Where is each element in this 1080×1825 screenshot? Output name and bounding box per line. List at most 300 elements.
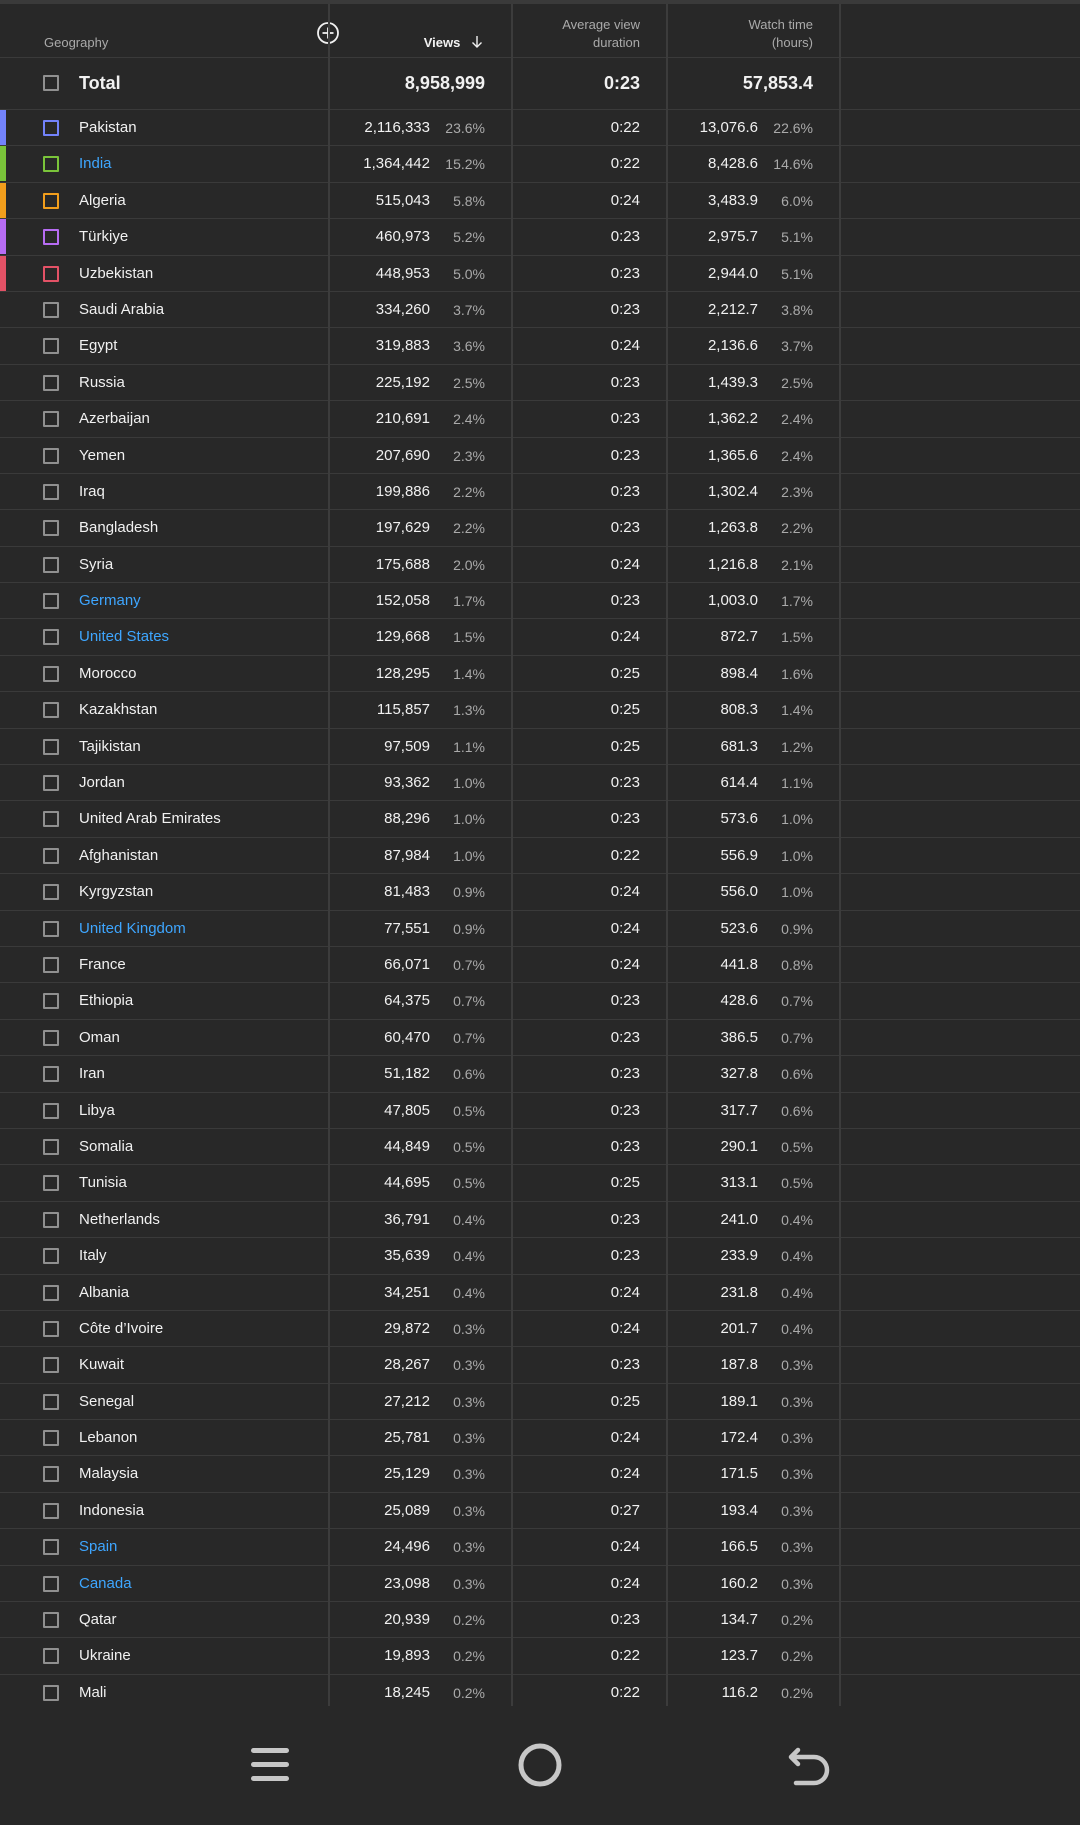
watch-time-percent: 0.2%: [781, 1612, 813, 1629]
row-checkbox[interactable]: [43, 1175, 59, 1191]
views-percent: 0.7%: [453, 956, 485, 973]
back-arrow-icon: [786, 1742, 834, 1788]
views-value: 128,295: [375, 664, 430, 682]
avg-duration-value: 0:22: [610, 155, 640, 173]
table-row[interactable]: [0, 838, 1080, 874]
views-value: 25,781: [384, 1429, 430, 1447]
views-value: 88,296: [384, 810, 430, 828]
row-checkbox[interactable]: [43, 1212, 59, 1228]
column-header-geography[interactable]: Geography: [44, 35, 109, 50]
total-views: 8,958,999: [404, 73, 485, 93]
row-checkbox[interactable]: [43, 1685, 59, 1701]
avg-duration-value: 0:23: [610, 482, 640, 500]
watch-time-percent: 0.6%: [781, 1066, 813, 1083]
row-checkbox[interactable]: [43, 520, 59, 536]
row-checkbox[interactable]: [43, 993, 59, 1009]
watch-time-value: 386.5: [720, 1028, 758, 1046]
total-row: [0, 58, 1080, 110]
watch-time-percent: 0.3%: [781, 1430, 813, 1447]
watch-time-percent: 2.4%: [781, 411, 813, 428]
table-row[interactable]: [0, 1275, 1080, 1311]
watch-time-value: 327.8: [720, 1065, 758, 1083]
watch-time-value: 3,483.9: [707, 191, 758, 209]
row-checkbox[interactable]: [43, 229, 59, 245]
views-percent: 0.3%: [453, 1430, 485, 1447]
table-row[interactable]: [0, 947, 1080, 983]
table-row[interactable]: [0, 1347, 1080, 1383]
watch-time-value: 290.1: [720, 1137, 758, 1155]
row-checkbox[interactable]: [43, 120, 59, 136]
country-name[interactable]: United Kingdom: [79, 919, 186, 937]
country-name: Oman: [79, 1028, 120, 1046]
watch-time-percent: 3.8%: [781, 301, 813, 318]
country-name: Malaysia: [79, 1465, 139, 1483]
watch-time-percent: 14.6%: [773, 156, 813, 173]
row-checkbox[interactable]: [43, 375, 59, 391]
views-percent: 1.0%: [453, 775, 485, 792]
table-row[interactable]: [0, 146, 1080, 182]
table-row[interactable]: [0, 874, 1080, 910]
views-percent: 2.2%: [453, 520, 485, 537]
avg-duration-value: 0:25: [610, 1392, 640, 1410]
country-name[interactable]: Germany: [79, 592, 141, 610]
series-color-bar: [0, 146, 6, 181]
country-name: Lebanon: [79, 1429, 138, 1447]
row-checkbox[interactable]: [43, 484, 59, 500]
table-row[interactable]: [0, 401, 1080, 437]
row-checkbox[interactable]: [43, 848, 59, 864]
avg-duration-value: 0:22: [610, 846, 640, 864]
avg-duration-value: 0:25: [610, 701, 640, 719]
views-value: 81,483: [384, 883, 430, 901]
back-button[interactable]: [786, 1742, 834, 1788]
avg-duration-value: 0:23: [610, 1356, 640, 1374]
country-name: Iran: [79, 1065, 105, 1083]
avg-duration-value: 0:25: [610, 1174, 640, 1192]
table-row[interactable]: [0, 1638, 1080, 1674]
watch-time-percent: 2.2%: [781, 520, 813, 537]
row-checkbox[interactable]: [43, 557, 59, 573]
views-value: 93,362: [384, 774, 430, 792]
row-checkbox[interactable]: [43, 156, 59, 172]
views-percent: 1.5%: [453, 629, 485, 646]
watch-time-value: 2,944.0: [707, 264, 758, 282]
column-header-watch-time[interactable]: [690, 16, 813, 52]
views-percent: 23.6%: [445, 120, 485, 136]
table-row[interactable]: [0, 1529, 1080, 1565]
avg-duration-value: 0:23: [610, 300, 640, 318]
views-percent: 3.7%: [453, 301, 485, 318]
views-value: 28,267: [384, 1356, 430, 1374]
row-checkbox[interactable]: [43, 666, 59, 682]
views-percent: 0.4%: [453, 1211, 485, 1228]
avg-duration-value: 0:23: [610, 992, 640, 1010]
table-row[interactable]: [0, 547, 1080, 583]
views-value: 87,984: [384, 846, 430, 864]
views-percent: 2.2%: [453, 483, 485, 500]
country-name: Italy: [79, 1247, 107, 1265]
watch-time-value: 189.1: [720, 1392, 758, 1410]
row-checkbox[interactable]: [43, 266, 59, 282]
watch-time-percent: 0.8%: [781, 956, 813, 973]
country-name[interactable]: India: [79, 155, 112, 173]
table-row[interactable]: [0, 328, 1080, 364]
country-name: Syria: [79, 555, 114, 573]
country-name: Albania: [79, 1283, 130, 1301]
views-percent: 0.2%: [453, 1612, 485, 1629]
table-row[interactable]: [0, 1165, 1080, 1201]
watch-time-percent: 0.5%: [781, 1138, 813, 1155]
avg-duration-value: 0:23: [610, 519, 640, 537]
watch-time-line2: (hours): [771, 35, 813, 50]
watch-time-percent: 2.3%: [781, 483, 813, 500]
watch-time-percent: 1.5%: [781, 629, 813, 646]
views-percent: 0.4%: [453, 1284, 485, 1301]
avg-duration-value: 0:24: [610, 1319, 640, 1337]
views-value: 1,364,442: [363, 155, 430, 173]
watch-time-value: 1,439.3: [707, 373, 758, 391]
recents-button[interactable]: [248, 1742, 292, 1788]
avg-duration-line2: duration: [593, 35, 640, 50]
watch-time-percent: 0.7%: [781, 1029, 813, 1046]
watch-time-value: 317.7: [720, 1101, 758, 1119]
watch-time-percent: 0.3%: [781, 1502, 813, 1519]
watch-time-value: 1,003.0: [707, 592, 758, 610]
table-row[interactable]: [0, 583, 1080, 619]
watch-time-value: 201.7: [720, 1319, 758, 1337]
watch-time-value: 160.2: [720, 1574, 758, 1592]
avg-duration-value: 0:24: [610, 883, 640, 901]
country-name: Indonesia: [79, 1501, 145, 1519]
watch-time-percent: 1.4%: [781, 702, 813, 719]
views-value: 115,857: [376, 701, 430, 719]
table-row[interactable]: [0, 1456, 1080, 1492]
watch-time-value: 573.6: [720, 810, 758, 828]
watch-time-percent: 1.2%: [781, 738, 813, 755]
watch-time-percent: 2.5%: [781, 374, 813, 391]
avg-duration-value: 0:23: [610, 1028, 640, 1046]
home-button[interactable]: [517, 1742, 563, 1788]
total-label: Total: [79, 73, 121, 93]
views-percent: 0.3%: [453, 1320, 485, 1337]
column-divider-2: [511, 4, 513, 1706]
watch-time-percent: 5.1%: [781, 229, 813, 246]
series-color-bar: [0, 219, 6, 254]
watch-time-percent: 2.1%: [781, 556, 813, 573]
country-name: Bangladesh: [79, 519, 159, 537]
avg-duration-value: 0:23: [610, 373, 640, 391]
watch-time-percent: 1.7%: [781, 593, 813, 610]
country-name: Somalia: [79, 1137, 134, 1155]
views-percent: 0.5%: [453, 1102, 485, 1119]
country-name: Ethiopia: [79, 992, 134, 1010]
watch-time-value: 556.9: [720, 846, 758, 864]
views-value: 152,058: [375, 592, 430, 610]
avg-duration-value: 0:24: [610, 955, 640, 973]
avg-duration-value: 0:23: [610, 774, 640, 792]
avg-duration-value: 0:23: [610, 592, 640, 610]
country-name: Morocco: [79, 664, 137, 682]
table-row[interactable]: [0, 619, 1080, 655]
watch-time-value: 898.4: [720, 664, 758, 682]
country-name: Tajikistan: [79, 737, 141, 755]
row-checkbox[interactable]: [43, 411, 59, 427]
row-checkbox[interactable]: [43, 448, 59, 464]
views-percent: 0.3%: [453, 1502, 485, 1519]
row-checkbox[interactable]: [43, 957, 59, 973]
row-checkbox[interactable]: [43, 1394, 59, 1410]
table-row[interactable]: [0, 983, 1080, 1019]
avg-duration-value: 0:24: [610, 919, 640, 937]
table-row[interactable]: [0, 1129, 1080, 1165]
views-value: 60,470: [384, 1028, 430, 1046]
row-checkbox[interactable]: [43, 1503, 59, 1519]
row-checkbox[interactable]: [43, 1285, 59, 1301]
watch-time-percent: 1.6%: [781, 665, 813, 682]
views-value: 77,551: [384, 919, 430, 937]
watch-time-value: 428.6: [720, 992, 758, 1010]
views-percent: 1.0%: [453, 811, 485, 828]
table-row[interactable]: [0, 256, 1080, 292]
country-name: France: [79, 955, 126, 973]
avg-duration-value: 0:24: [610, 628, 640, 646]
watch-time-percent: 0.5%: [781, 1175, 813, 1192]
views-percent: 0.9%: [453, 884, 485, 901]
views-value: 2,116,333: [364, 119, 430, 136]
views-value: 34,251: [384, 1283, 430, 1301]
watch-time-value: 1,365.6: [707, 446, 758, 464]
country-name: Algeria: [79, 191, 126, 209]
watch-time-value: 1,216.8: [707, 555, 758, 573]
watch-time-percent: 0.6%: [781, 1102, 813, 1119]
avg-duration-value: 0:23: [610, 264, 640, 282]
views-percent: 1.4%: [453, 665, 485, 682]
watch-time-value: 187.8: [720, 1356, 758, 1374]
country-name: Mali: [79, 1683, 107, 1701]
views-percent: 3.6%: [453, 338, 485, 355]
views-value: 515,043: [375, 191, 430, 209]
views-value: 97,509: [384, 737, 430, 755]
views-header-label: Views: [423, 35, 461, 50]
views-percent: 0.5%: [453, 1138, 485, 1155]
row-checkbox[interactable]: [43, 811, 59, 827]
views-percent: 5.8%: [453, 192, 485, 209]
menu-lines-icon: [248, 1742, 292, 1788]
watch-time-value: 116.2: [721, 1683, 758, 1701]
total-watch-time: 57,853.4: [742, 73, 813, 93]
watch-time-percent: 0.7%: [781, 993, 813, 1010]
country-name: Yemen: [79, 446, 126, 464]
watch-time-value: 193.4: [720, 1501, 758, 1519]
row-checkbox[interactable]: [43, 1066, 59, 1082]
table-row[interactable]: [0, 438, 1080, 474]
views-value: 25,089: [384, 1501, 430, 1519]
row-checkbox[interactable]: [43, 1576, 59, 1592]
views-value: 27,212: [384, 1392, 430, 1410]
views-percent: 0.2%: [453, 1648, 485, 1665]
country-name[interactable]: Spain: [79, 1538, 118, 1556]
views-value: 197,629: [375, 519, 430, 537]
table-row[interactable]: [0, 1202, 1080, 1238]
watch-time-percent: 0.3%: [781, 1575, 813, 1592]
table-row[interactable]: [0, 183, 1080, 219]
table-header: [0, 4, 1080, 58]
total-checkbox[interactable]: [43, 75, 59, 91]
country-name: Azerbaijan: [79, 410, 150, 428]
watch-time-percent: 6.0%: [781, 192, 813, 209]
table-row[interactable]: [0, 1020, 1080, 1056]
views-value: 19,893: [384, 1647, 430, 1665]
table-row[interactable]: [0, 1420, 1080, 1456]
views-percent: 0.4%: [453, 1248, 485, 1265]
table-row[interactable]: [0, 1602, 1080, 1638]
table-row[interactable]: [0, 692, 1080, 728]
table-row[interactable]: [0, 510, 1080, 546]
country-name: Pakistan: [79, 119, 137, 136]
row-checkbox[interactable]: [43, 1612, 59, 1628]
watch-time-value: 2,975.7: [707, 228, 758, 246]
avg-duration-value: 0:23: [610, 1611, 640, 1629]
views-percent: 1.3%: [453, 702, 485, 719]
table-row[interactable]: [0, 1566, 1080, 1602]
avg-duration-value: 0:23: [610, 1065, 640, 1083]
watch-time-value: 123.7: [720, 1647, 758, 1665]
views-percent: 0.6%: [453, 1066, 485, 1083]
column-header-avg-duration[interactable]: [520, 16, 640, 52]
avg-duration-value: 0:24: [610, 1538, 640, 1556]
country-name: United Arab Emirates: [79, 810, 221, 828]
row-checkbox[interactable]: [43, 1648, 59, 1664]
table-row[interactable]: [0, 1093, 1080, 1129]
column-divider-1: [328, 4, 330, 1706]
views-value: 18,245: [384, 1683, 430, 1701]
views-percent: 0.3%: [453, 1539, 485, 1556]
watch-time-percent: 0.3%: [781, 1357, 813, 1374]
table-row[interactable]: [0, 1238, 1080, 1274]
row-checkbox[interactable]: [43, 593, 59, 609]
row-checkbox[interactable]: [43, 702, 59, 718]
watch-time-value: 166.5: [720, 1538, 758, 1556]
views-percent: 2.4%: [453, 411, 485, 428]
row-checkbox[interactable]: [43, 1139, 59, 1155]
views-percent: 0.7%: [453, 1029, 485, 1046]
row-checkbox[interactable]: [43, 884, 59, 900]
column-header-views[interactable]: [400, 34, 484, 52]
watch-time-percent: 0.4%: [781, 1248, 813, 1265]
views-percent: 5.2%: [453, 229, 485, 246]
table-row[interactable]: [0, 365, 1080, 401]
row-checkbox[interactable]: [43, 1357, 59, 1373]
watch-time-percent: 0.4%: [781, 1284, 813, 1301]
table-row[interactable]: [0, 1384, 1080, 1420]
android-nav-bar: [0, 1706, 1080, 1825]
row-checkbox[interactable]: [43, 193, 59, 209]
country-name: Kazakhstan: [79, 701, 158, 719]
table-row[interactable]: [0, 292, 1080, 328]
views-value: 175,688: [375, 555, 430, 573]
views-percent: 1.0%: [453, 847, 485, 864]
table-row[interactable]: [0, 1493, 1080, 1529]
watch-time-value: 1,362.2: [707, 410, 758, 428]
row-checkbox[interactable]: [43, 629, 59, 645]
watch-time-percent: 1.1%: [781, 775, 813, 792]
avg-duration-value: 0:23: [610, 1210, 640, 1228]
views-value: 44,849: [384, 1137, 430, 1155]
watch-time-value: 134.7: [720, 1611, 758, 1629]
views-value: 29,872: [384, 1319, 430, 1337]
row-checkbox[interactable]: [43, 1248, 59, 1264]
row-checkbox[interactable]: [43, 1539, 59, 1555]
table-row[interactable]: [0, 765, 1080, 801]
watch-time-percent: 0.4%: [781, 1320, 813, 1337]
table-row[interactable]: [0, 656, 1080, 692]
views-percent: 5.0%: [453, 265, 485, 282]
country-name: Senegal: [79, 1392, 135, 1410]
row-checkbox[interactable]: [43, 302, 59, 318]
country-name: Kuwait: [79, 1356, 125, 1374]
table-body: [0, 110, 1080, 1711]
avg-duration-value: 0:23: [610, 1247, 640, 1265]
views-value: 64,375: [384, 992, 430, 1010]
table-row[interactable]: [0, 1311, 1080, 1347]
watch-time-value: 1,302.4: [707, 482, 758, 500]
avg-duration-value: 0:25: [610, 664, 640, 682]
table-row[interactable]: [0, 801, 1080, 837]
avg-duration-value: 0:22: [610, 1647, 640, 1665]
watch-time-percent: 1.0%: [781, 847, 813, 864]
views-value: 35,639: [384, 1247, 430, 1265]
row-checkbox[interactable]: [43, 1321, 59, 1337]
row-checkbox[interactable]: [43, 739, 59, 755]
watch-time-value: 556.0: [720, 883, 758, 901]
series-color-bar: [0, 183, 6, 218]
table-row[interactable]: [0, 110, 1080, 146]
table-row[interactable]: [0, 729, 1080, 765]
row-checkbox[interactable]: [43, 1466, 59, 1482]
table-row[interactable]: [0, 911, 1080, 947]
row-checkbox[interactable]: [43, 1103, 59, 1119]
views-percent: 1.7%: [453, 593, 485, 610]
views-percent: 0.7%: [453, 993, 485, 1010]
series-color-bar: [0, 256, 6, 291]
views-value: 51,182: [384, 1065, 430, 1083]
geography-table: [0, 4, 1080, 1711]
row-checkbox[interactable]: [43, 1430, 59, 1446]
avg-duration-value: 0:24: [610, 1283, 640, 1301]
country-name[interactable]: Canada: [79, 1574, 132, 1592]
views-value: 66,071: [384, 955, 430, 973]
watch-time-percent: 0.4%: [781, 1211, 813, 1228]
row-checkbox[interactable]: [43, 1030, 59, 1046]
row-checkbox[interactable]: [43, 775, 59, 791]
row-checkbox[interactable]: [43, 921, 59, 937]
table-row[interactable]: [0, 1056, 1080, 1092]
table-row[interactable]: [0, 219, 1080, 255]
circle-icon: [517, 1742, 563, 1788]
views-value: 199,886: [375, 482, 430, 500]
country-name: Kyrgyzstan: [79, 883, 154, 901]
views-value: 47,805: [384, 1101, 430, 1119]
views-value: 23,098: [384, 1574, 430, 1592]
watch-time-percent: 0.9%: [781, 920, 813, 937]
table-row[interactable]: [0, 474, 1080, 510]
country-name[interactable]: United States: [79, 628, 170, 646]
row-checkbox[interactable]: [43, 338, 59, 354]
avg-duration-value: 0:27: [610, 1501, 640, 1519]
avg-duration-value: 0:25: [610, 737, 640, 755]
country-name: Iraq: [79, 482, 105, 500]
watch-time-value: 2,212.7: [707, 300, 758, 318]
